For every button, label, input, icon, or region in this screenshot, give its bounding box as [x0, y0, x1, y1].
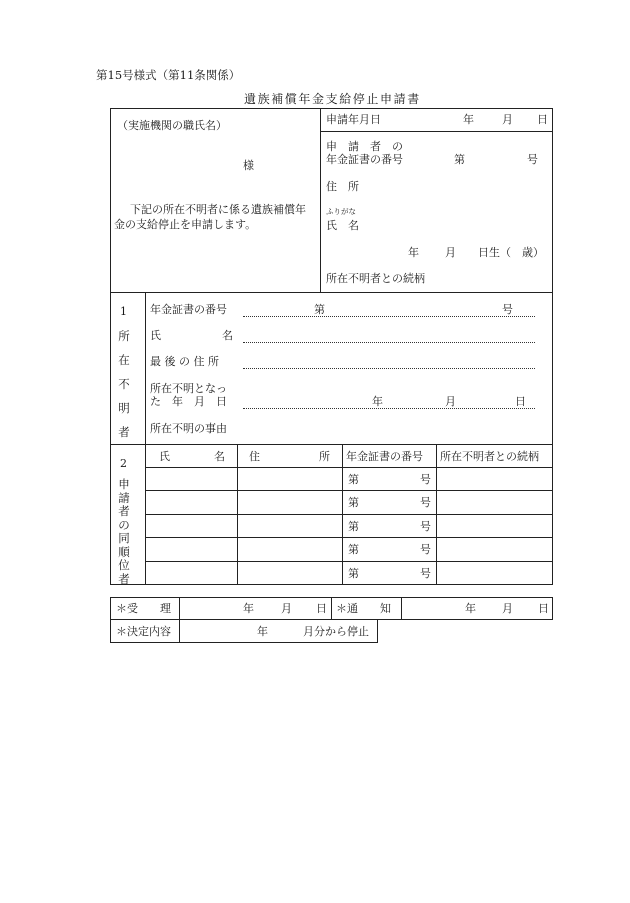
form-title: 遺族補償年金支給停止申請書 — [244, 92, 421, 106]
s2-row5-go: 号 — [420, 567, 431, 580]
section2-vertical-title — [117, 478, 131, 586]
section2-title-char: の — [118, 517, 130, 532]
decision-year: 年 — [257, 625, 268, 638]
applicant-name-label: 氏 名 — [326, 219, 359, 232]
addressee-label: （実施機関の職氏名） — [117, 119, 227, 132]
relationship-label: 所在不明者との続柄 — [326, 272, 425, 285]
birth-month: 月 — [445, 246, 456, 259]
section1-vertical-title — [117, 324, 131, 444]
applicant-pension-label-2: 年金証書の番号 — [326, 153, 403, 166]
s1-last-address-label: 最 後 の 住 所 — [150, 355, 219, 368]
s2-col-relationship: 所在不明者との続柄 — [440, 450, 539, 463]
section2-title-char: 者 — [118, 504, 130, 518]
s1-name-label-1: 氏 — [150, 329, 161, 342]
s1-name-label-2: 名 — [222, 329, 233, 342]
s2-col-name-2: 名 — [214, 450, 225, 463]
received-label: ＊受 理 — [116, 602, 171, 615]
notified-day: 日 — [538, 602, 549, 615]
birth-suffix: 日生（ 歳） — [478, 246, 544, 259]
s1-pension-dai: 第 — [314, 303, 325, 316]
applicant-pension-label-1: 申 請 者 の — [326, 140, 403, 153]
received-month: 月 — [281, 602, 292, 615]
s1-pension-go: 号 — [502, 303, 513, 316]
s2-row1-dai: 第 — [348, 473, 359, 486]
s2-col-address-1: 住 — [249, 450, 260, 463]
s2-col-pension: 年金証書の番号 — [346, 450, 423, 463]
application-date-month: 月 — [502, 113, 513, 126]
s2-row3-dai: 第 — [348, 520, 359, 533]
notified-month: 月 — [502, 602, 513, 615]
section2-title-char: 請 — [118, 490, 130, 505]
received-day: 日 — [316, 602, 327, 615]
s1-reason-label: 所在不明の事由 — [150, 422, 227, 435]
section2-title-char: 同 — [118, 531, 130, 545]
s2-row3-go: 号 — [420, 520, 431, 533]
application-date-year: 年 — [463, 113, 474, 126]
request-text-line2: 金の支給停止を申請します。 — [114, 218, 257, 231]
applicant-address-label: 住 所 — [326, 180, 359, 193]
section2-title-char: 者 — [118, 571, 130, 586]
applicant-pension-go: 号 — [527, 153, 538, 166]
section1-title-char: 不 — [118, 377, 130, 391]
section2-title-char: 順 — [118, 544, 130, 559]
s2-col-name-1: 氏 — [159, 450, 170, 463]
section2-number: 2 — [120, 457, 127, 470]
s2-row4-go: 号 — [420, 543, 431, 556]
section1-number: 1 — [120, 305, 127, 318]
honorific: 様 — [243, 159, 254, 172]
request-text-line1: 下記の所在不明者に係る遺族補償年 — [130, 203, 306, 216]
s1-pension-label: 年金証書の番号 — [150, 303, 227, 316]
decision-label: ＊決定内容 — [116, 625, 171, 638]
birth-year: 年 — [408, 246, 419, 259]
s2-row4-dai: 第 — [348, 543, 359, 556]
application-date-day: 日 — [537, 113, 548, 126]
s1-missing-month: 月 — [445, 395, 456, 408]
s2-row2-go: 号 — [420, 496, 431, 509]
applicant-furigana: ふりがな — [326, 207, 356, 216]
section1-title-char: 者 — [118, 425, 130, 439]
form-number: 第15号様式（第11条関係） — [96, 68, 241, 82]
application-date-label: 申請年月日 — [326, 113, 381, 126]
s1-missing-date-label-1: 所在不明となっ — [150, 382, 227, 395]
applicant-pension-dai: 第 — [454, 153, 465, 166]
section2-title-char: 位 — [118, 558, 130, 572]
s2-row2-dai: 第 — [348, 496, 359, 509]
section1-title-char: 在 — [118, 353, 130, 367]
section1-title-char: 所 — [118, 329, 130, 343]
received-year: 年 — [243, 602, 254, 615]
s2-col-address-2: 所 — [319, 450, 330, 463]
notified-year: 年 — [465, 602, 476, 615]
notified-label: ＊通 知 — [336, 602, 391, 615]
s1-missing-day: 日 — [515, 395, 526, 408]
s2-row1-go: 号 — [420, 473, 431, 486]
decision-text: 月分から停止 — [303, 625, 369, 638]
s2-row5-dai: 第 — [348, 567, 359, 580]
s1-missing-date-label-2: た 年 月 日 — [150, 395, 227, 408]
section1-title-char: 明 — [118, 401, 130, 415]
s1-missing-year: 年 — [372, 395, 383, 408]
section2-title-char: 申 — [118, 477, 130, 491]
